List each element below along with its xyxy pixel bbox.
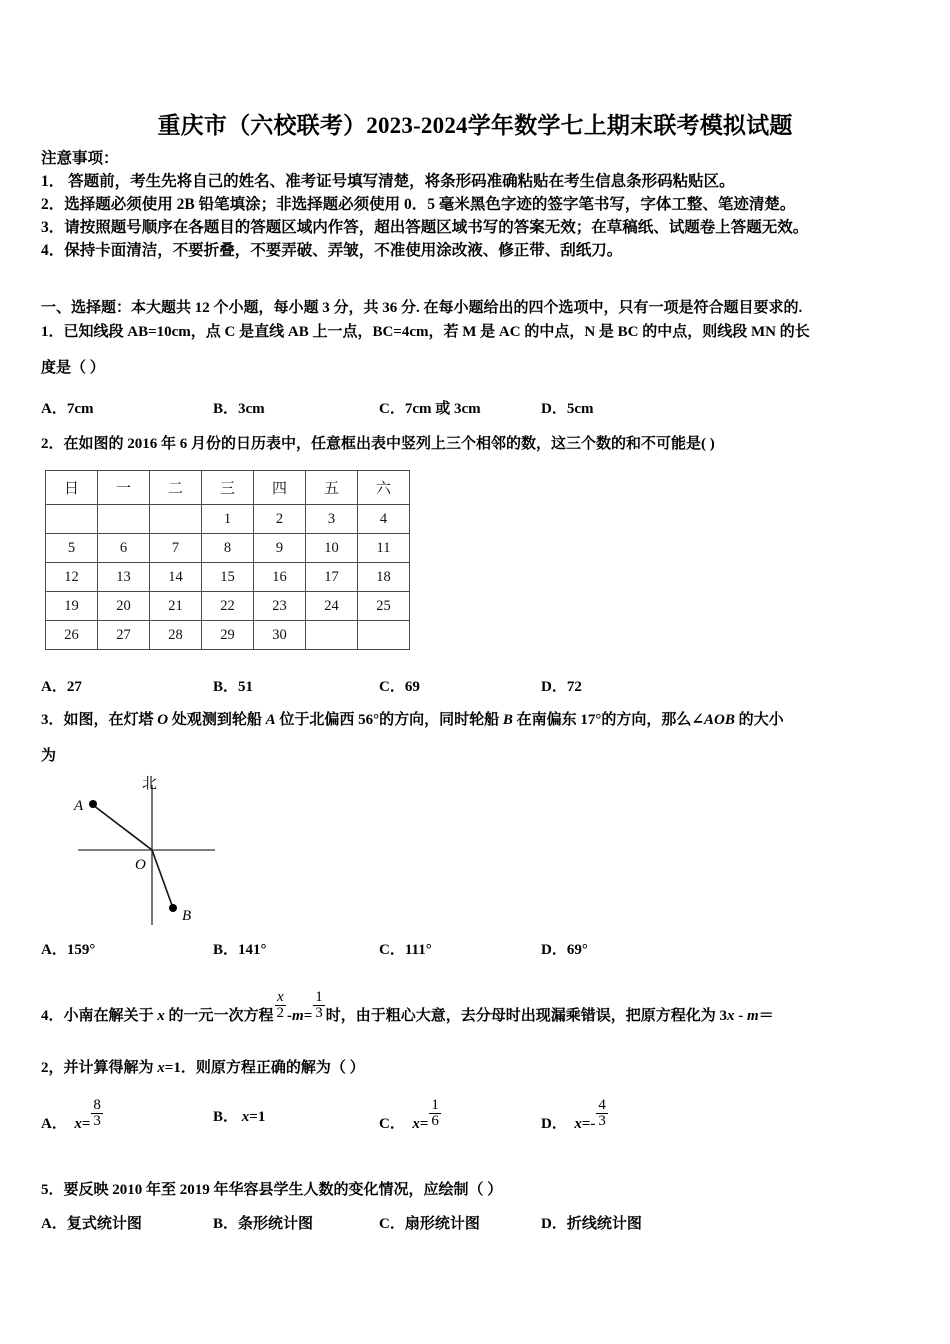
question-4-fragment: - [287,1007,293,1024]
calendar-header-tue: 二 [150,471,202,505]
notice-heading: 注意事项： [41,150,119,167]
fraction-denominator: 3 [93,1113,101,1130]
question-2-option-c[interactable] [379,675,420,696]
calendar-day-cell: 26 [46,621,98,650]
calendar-week-row [46,621,410,650]
math-var-m: m [292,1007,304,1024]
calendar-day-cell: 8 [202,534,254,563]
question-5-number: 5． [41,1182,64,1198]
calendar-day-cell: 18 [358,563,410,592]
question-2-option-d[interactable] [541,675,582,696]
bearing-figure [60,775,340,935]
calendar-table [45,470,410,650]
option-label: A． [41,942,67,958]
calendar-day-cell: 16 [254,563,306,592]
notice-item-3: 3．请按照题号顺序在各题目的答题区域内作答，超出答题区域书写的答案无效；在草稿纸、试题卷上答题无效。 [41,219,809,236]
question-4-option-d[interactable] [541,1097,609,1137]
option-text: 111° [404,942,432,958]
calendar-day-cell [358,621,410,650]
calendar-day-cell: 14 [150,563,202,592]
option-equals: = [419,1115,429,1132]
option-text: 扇形统计图 [404,1216,480,1232]
option-label: D． [541,1115,567,1132]
fraction-denominator: 3 [315,1005,323,1022]
question-4-fragment: ＝ [758,1007,774,1024]
option-label: D． [541,679,567,695]
section-heading-multiple-choice: 一、选择题：本大题共 12 个小题，每小题 3 分，共 36 分. 在每小题给出的四个选项中，只有一项是符合题目要求的. [41,300,803,316]
question-4-number: 4． [41,1007,64,1024]
fraction-denominator: 6 [431,1113,439,1130]
calendar-header-sun: 日 [46,471,98,505]
question-4-fragment: = [303,1007,313,1024]
option-text: 69° [566,942,588,958]
question-1-line-2: 度是（ ） [41,360,105,376]
calendar-day-cell: 27 [98,621,150,650]
north-label: 北 [142,775,158,792]
fraction-8-over-3 [91,1098,103,1130]
option-label: B． [213,1109,239,1125]
calendar-day-cell: 6 [98,534,150,563]
fraction-numerator: 4 [598,1097,606,1113]
option-label: C． [379,401,405,417]
math-var-x: x [74,1115,82,1132]
ray-ob [152,850,173,908]
fraction-denominator: 3 [598,1113,606,1130]
fraction-numerator: 1 [315,989,323,1005]
calendar-week-row [46,563,410,592]
calendar-day-cell: 22 [202,592,254,621]
question-5-option-d[interactable] [541,1212,642,1233]
question-1-option-c[interactable] [379,397,481,418]
option-text: 折线统计图 [566,1216,642,1232]
math-var-x-3: x [157,1060,165,1076]
option-label: C． [379,942,405,958]
question-3-fragment: 处观测到轮船 [168,712,266,728]
calendar-day-cell: 1 [202,505,254,534]
option-text: 141° [238,942,267,958]
fraction-4-over-3 [596,1098,608,1130]
option-text: 条形统计图 [238,1216,314,1232]
calendar-week-row [46,505,410,534]
question-1-line-1: 已知线段 AB=10cm，点 C 是直线 AB 上一点，BC=4cm，若 M 是 AC 的中点，N 是 BC 的中点，则线段 MN 的长 [63,324,810,340]
option-text: 51 [238,679,254,695]
fraction-x-over-2 [275,990,287,1022]
calendar-day-cell: 12 [46,563,98,592]
question-4-option-b[interactable] [213,1105,265,1126]
notice-block [41,148,921,262]
calendar-day-cell: 24 [306,592,358,621]
question-3-option-c[interactable] [379,938,432,959]
question-3-option-d[interactable] [541,938,588,959]
calendar-day-cell: 30 [254,621,306,650]
option-text: 69 [404,679,420,695]
option-label: D． [541,1216,567,1232]
option-equals: = [81,1115,91,1132]
question-5-option-a[interactable] [41,1212,142,1233]
calendar-day-cell: 5 [46,534,98,563]
question-2-line-1: 在如图的 2016 年 6 月份的日历表中，任意框出表中竖列上三个相邻的数，这三个数的和不可能是( ) [63,436,715,452]
question-1-option-d[interactable] [541,397,594,418]
math-var-x: x [412,1115,420,1132]
option-label: A． [41,1115,67,1132]
option-label: A． [41,401,67,417]
point-b-label: B [182,908,192,924]
calendar-day-cell: 23 [254,592,306,621]
calendar-day-cell: 10 [306,534,358,563]
option-text: 72 [566,679,582,695]
point-a-marker [89,800,97,808]
option-label: A． [41,1216,67,1232]
question-3-fragment: 的大小 [734,712,784,728]
question-5-option-c[interactable] [379,1212,480,1233]
ray-oa [93,805,152,850]
page-title: 重庆市（六校联考）2023-2024学年数学七上期末联考模拟试题 [157,113,793,138]
calendar-day-cell: 13 [98,563,150,592]
fraction-numerator: 8 [93,1097,101,1113]
question-4-fragment: 2，并计算得解为 [41,1060,158,1076]
math-var-x: x [574,1115,582,1132]
question-4-fragment: 的一元一次方程 [164,1007,274,1024]
question-5-options [41,1212,931,1234]
calendar-day-cell: 15 [202,563,254,592]
question-4-option-a[interactable] [41,1097,104,1137]
question-2-option-b[interactable] [213,675,253,696]
option-label: B． [213,942,239,958]
question-5-option-b[interactable] [213,1212,313,1233]
question-2-option-a[interactable] [41,675,82,696]
calendar-day-cell [98,505,150,534]
option-text: 复式统计图 [66,1216,142,1232]
fraction-numerator: 1 [431,1097,439,1113]
question-4-fragment: =1．则原方程正确的解为（ ） [164,1060,365,1076]
option-label: B． [213,401,239,417]
option-label: D． [541,942,567,958]
calendar-day-cell: 11 [358,534,410,563]
question-4-text [41,989,941,1029]
question-3-line-2: 为 [41,748,57,764]
fraction-1-over-3 [313,990,325,1022]
option-text: 5cm [566,401,594,417]
calendar-header-wed: 三 [202,471,254,505]
bearing-diagram-svg [60,775,340,935]
calendar-header-sat: 六 [358,471,410,505]
question-1-text [41,322,931,343]
question-4-option-c[interactable] [379,1097,442,1137]
question-3-option-a[interactable] [41,938,95,959]
option-equals: =1 [249,1109,266,1125]
math-var-o: O [157,712,169,728]
math-var-m-2: m [747,1007,759,1024]
option-label: C． [379,679,405,695]
option-minus-sign: - [590,1115,596,1132]
calendar-day-cell: 17 [306,563,358,592]
calendar-day-cell: 3 [306,505,358,534]
calendar-day-cell: 25 [358,592,410,621]
calendar-day-cell: 28 [150,621,202,650]
option-label: D． [541,401,567,417]
option-equals: = [581,1115,591,1132]
question-4-fragment: - [734,1007,748,1024]
question-1-number: 1． [41,324,64,340]
option-text: 159° [66,942,96,958]
calendar-week-row [46,534,410,563]
option-text: 7cm 或 3cm [404,401,481,417]
question-2-number: 2． [41,436,64,452]
question-4-fragment: 时，由于粗心大意，去分母时出现漏乘错误，把原方程化为 3 [325,1007,728,1024]
calendar-day-cell: 19 [46,592,98,621]
question-1-text-cont [41,358,931,379]
calendar-header-mon: 一 [98,471,150,505]
question-3-option-b[interactable] [213,938,267,959]
question-1-options [41,397,931,419]
question-3-fragment: 如图，在灯塔 [63,712,158,728]
option-label: C． [379,1216,405,1232]
question-3-text-cont [41,746,931,767]
question-1-option-a[interactable] [41,397,94,418]
notice-item-2: 2．选择题必须使用 2B 铅笔填涂；非选择题必须使用 0．5 毫米黑色字迹的签字笔书写，字体工整、笔迹清楚。 [41,196,796,213]
question-5-text [41,1180,931,1201]
calendar-day-cell [46,505,98,534]
calendar-day-cell: 29 [202,621,254,650]
calendar-week-row [46,592,410,621]
calendar-header-row [46,471,410,505]
math-var-b: B [502,712,513,728]
question-5-line-1: 要反映 2010 年至 2019 年华容县学生人数的变化情况，应绘制（ ） [63,1182,503,1198]
option-text: 3cm [238,401,265,417]
math-var-a: A [265,712,276,728]
option-label: B． [213,679,239,695]
question-4-text-cont [41,1058,931,1079]
calendar-day-cell: 21 [150,592,202,621]
calendar-day-cell [306,621,358,650]
option-label: C． [379,1115,405,1132]
calendar-day-cell: 20 [98,592,150,621]
fraction-1-over-6 [429,1098,441,1130]
fraction-numerator: x [275,990,287,1006]
calendar-figure [45,470,410,650]
math-var-x: x [241,1109,250,1125]
option-label: B． [213,1216,239,1232]
point-a-label: A [74,798,84,814]
question-3-text [41,710,936,731]
question-3-number: 3． [41,712,64,728]
origin-label: O [135,857,146,873]
fraction-denominator: 2 [276,1005,285,1022]
question-4-options [41,1097,931,1139]
calendar-day-cell: 4 [358,505,410,534]
notice-item-4: 4．保持卡面清洁，不要折叠，不要弄破、弄皱，不准使用涂改液、修正带、刮纸刀。 [41,242,623,259]
question-3-fragment: 位于北偏西 56°的方向，同时轮船 [275,712,503,728]
calendar-day-cell: 7 [150,534,202,563]
notice-item-1: 1． 答题前，考生先将自己的姓名、准考证号填写清楚，将条形码准确粘贴在考生信息条形码粘贴区。 [41,173,735,190]
calendar-day-cell [150,505,202,534]
question-2-options [41,675,931,697]
question-1-option-b[interactable] [213,397,265,418]
option-text: 7cm [66,401,94,417]
calendar-day-cell: 9 [254,534,306,563]
question-2-text [41,434,931,455]
math-var-x-2: x [727,1007,735,1024]
math-angle-aob: AOB [704,712,735,728]
option-label: A． [41,679,67,695]
calendar-header-thu: 四 [254,471,306,505]
question-3-options [41,938,931,960]
math-var-x: x [157,1007,165,1024]
calendar-day-cell: 2 [254,505,306,534]
option-text: 27 [66,679,82,695]
question-4-fragment: 小南在解关于 [63,1007,158,1024]
point-b-marker [169,904,177,912]
calendar-header-fri: 五 [306,471,358,505]
question-3-fragment: 在南偏东 17°的方向，那么∠ [512,712,704,728]
